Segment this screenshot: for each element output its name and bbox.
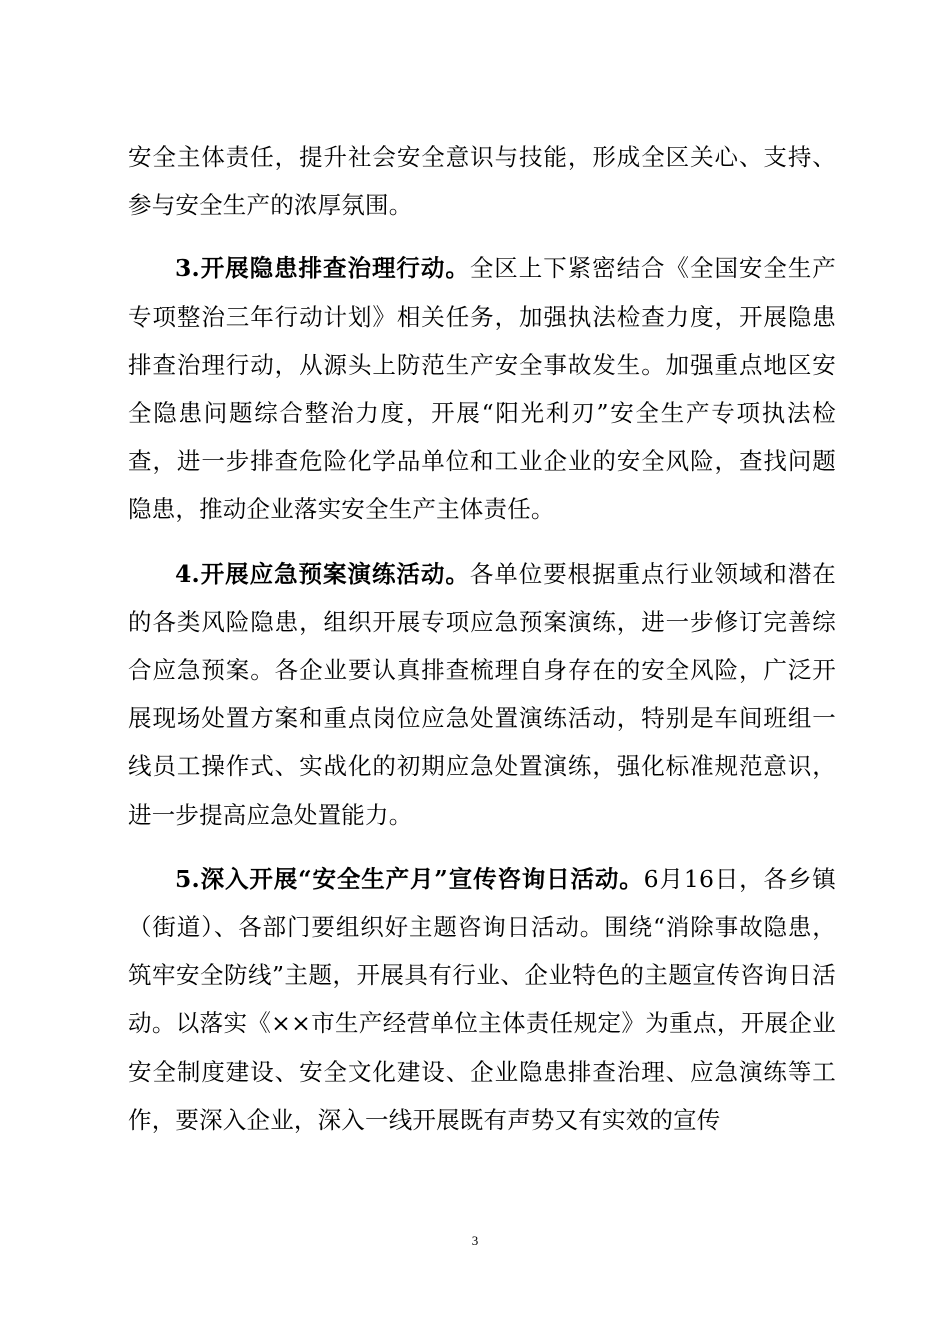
paragraph-continued bbox=[128, 133, 836, 229]
document-body bbox=[128, 133, 836, 1144]
paragraph-text: 全区上下紧密结合《全国安全生产专项整治三年行动计划》相关任务，加强执法检查力度，开展隐患排查治理行动，从源头上防范生产安全事故发生。加强重点地区安全隐患问题综合整治力度，开展“阳光利刃”安全生产专项执法检查，进一步排查危险化学品单位和工业企业的安全风险，查找问题隐患，推动企业落实安全生产主体责任。 bbox=[128, 254, 837, 524]
section-heading: 3.开展隐患排查治理行动。 bbox=[175, 254, 470, 283]
section-heading: 5.深入开展“安全生产月”宣传咨询日活动。 bbox=[175, 864, 644, 893]
paragraph-consultation-day bbox=[128, 855, 836, 1144]
page-number: 3 bbox=[471, 1233, 479, 1248]
paragraph-text: 各单位要根据重点行业领域和潜在的各类风险隐患，组织开展专项应急预案演练，进一步修订完善综合应急预案。各企业要认真排查梳理自身存在的安全风险，广泛开展现场处置方案和重点岗位应急处置演练活动，特别是车间班组一线员工操作式、实战化的初期应急处置演练，强化标准规范意识，进一步提高应急处置能力。 bbox=[128, 559, 837, 829]
paragraph-hazard-inspection bbox=[128, 244, 836, 533]
paragraph-text: 安全主体责任，提升社会安全意识与技能，形成全区关心、支持、参与安全生产的浓厚氛围。 bbox=[128, 143, 836, 220]
paragraph-emergency-drill bbox=[128, 550, 836, 839]
section-heading: 4.开展应急预案演练活动。 bbox=[175, 559, 470, 588]
paragraph-text: 6月16日，各乡镇（街道）、各部门要组织好主题咨询日活动。围绕“消除事故隐患，筑牢安全防线”主题，开展具有行业、企业特色的主题宣传咨询日活动。以落实《××市生产经营单位主体责任规定》为重点，开展企业安全制度建设、安全文化建设、企业隐患排查治理、应急演练等工作，要深入企业，深入一线开展既有声势又有实效的宣传 bbox=[128, 864, 836, 1134]
